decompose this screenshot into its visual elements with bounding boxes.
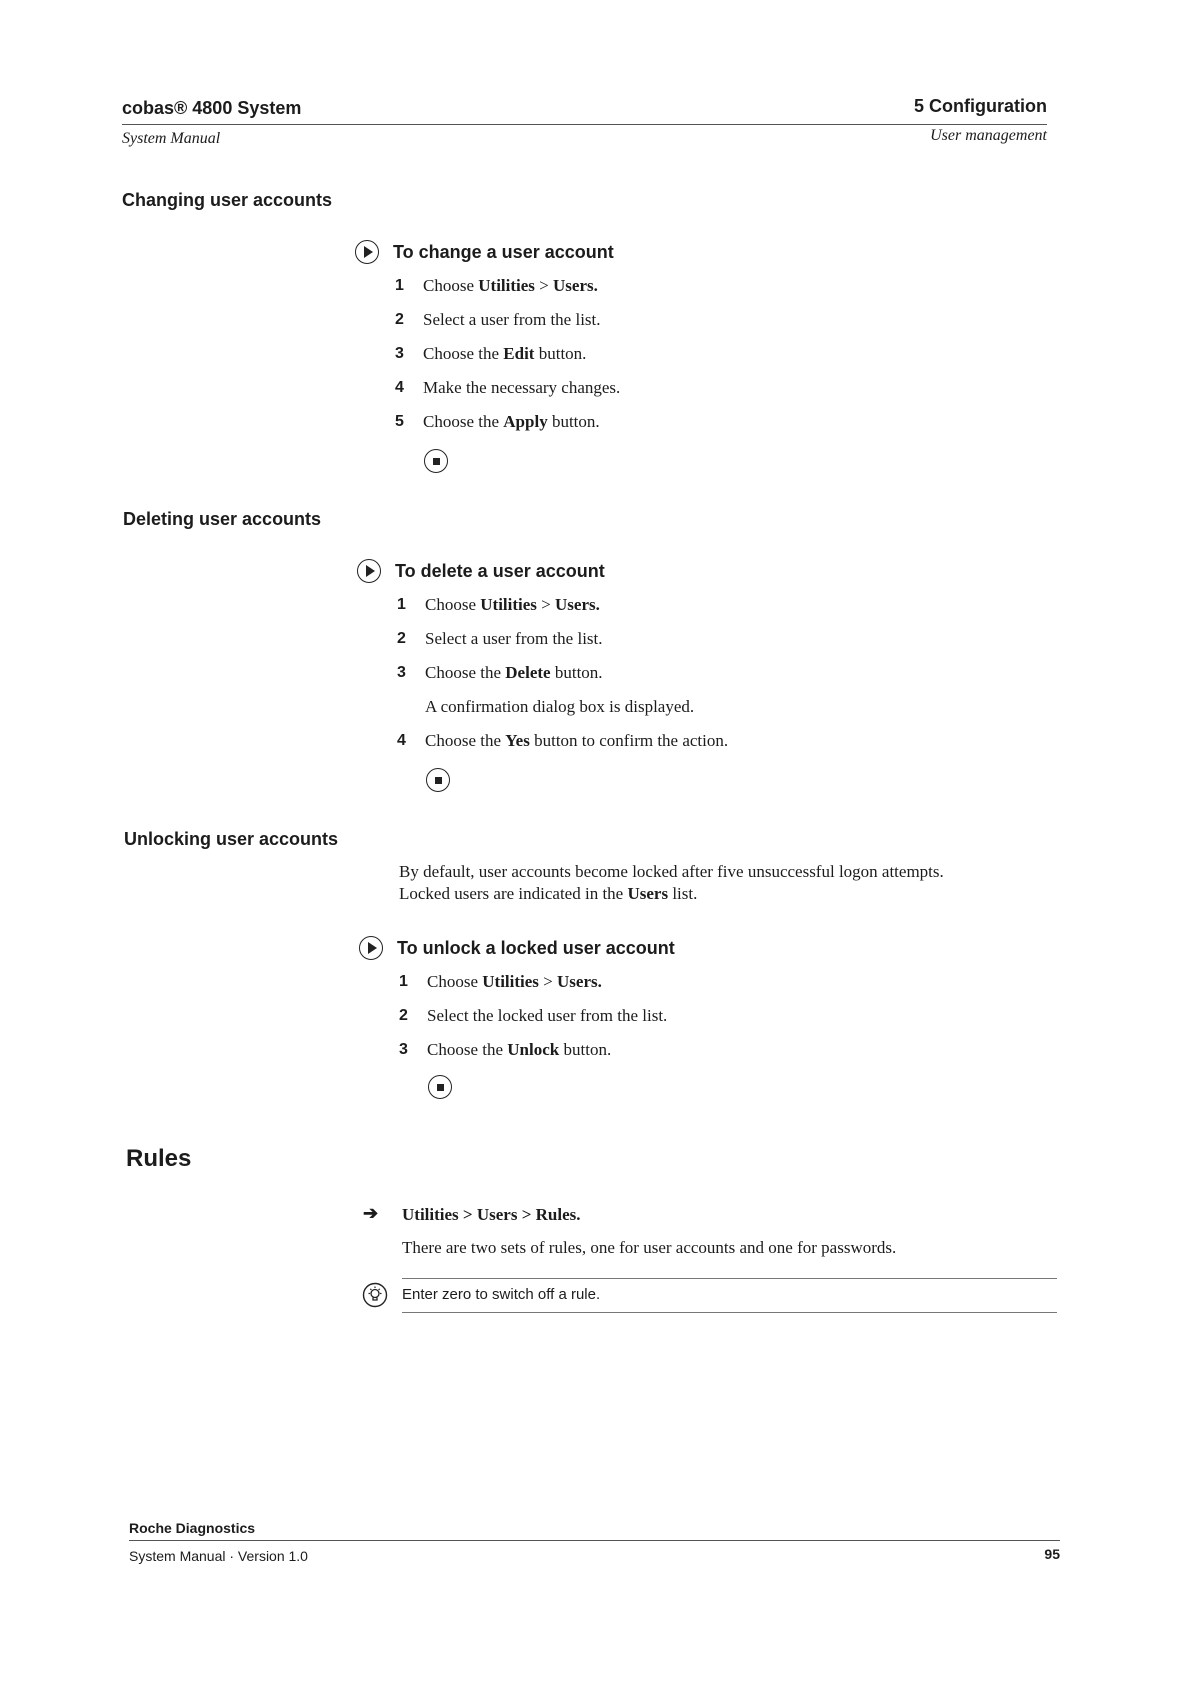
header-manual: System Manual [122,130,221,147]
changing-procedure-heading [355,240,614,264]
footer-version: System Manual · Version 1.0 [129,1548,308,1564]
deleting-step-3: 3 Choose the Delete button. [397,663,603,682]
procedure-start-icon [359,936,383,960]
unlocking-step-1: 1 Choose Utilities > Users. [399,972,602,991]
changing-steps [395,275,620,445]
tip-text: Enter zero to switch off a rule. [402,1286,601,1303]
unlocking-section-title: Unlocking user accounts [124,829,339,849]
procedure-end-icon [424,449,448,473]
unlocking-procedure-title: To unlock a locked user account [397,937,675,958]
footer-divider [129,1540,1060,1541]
rules-section-title: Rules [126,1145,192,1172]
deleting-step-2: 2 Select a user from the list. [397,629,603,648]
changing-step-3: 3 Choose the Edit button. [395,344,587,363]
deleting-step-1: 1 Choose Utilities > Users. [397,595,600,614]
arrow-right-icon: ➔ [363,1203,379,1223]
changing-section-title: Changing user accounts [122,190,333,210]
procedure-start-icon [355,240,379,264]
deleting-steps [397,594,728,764]
procedure-end-icon [426,768,450,792]
page-number: 95 [1044,1546,1060,1562]
footer-company: Roche Diagnostics [129,1520,256,1536]
tip-bottom-divider [402,1312,1057,1313]
unlocking-step-3: 3 Choose the Unlock button. [399,1040,612,1059]
unlocking-step-2: 2 Select the locked user from the list. [399,1006,668,1025]
header-chapter: 5 Configuration [914,96,1047,116]
header-divider [122,124,1047,125]
changing-step-4: 4 Make the necessary changes. [395,378,621,397]
header-product: cobas® 4800 System [122,98,302,118]
changing-step-5: 5 Choose the Apply button. [395,412,600,431]
changing-step-2: 2 Select a user from the list. [395,310,601,329]
unlocking-intro: By default, user accounts become locked after five unsuccessful logon attempts. Locked users are indicated in the Users list. [399,862,944,903]
changing-step-1: 1 Choose Utilities > Users. [395,276,598,295]
rules-path: Utilities > Users > Rules. [402,1205,581,1224]
unlocking-procedure-heading [359,936,675,960]
procedure-start-icon [357,559,381,583]
unlocking-steps [399,971,667,1073]
procedure-end-icon [428,1075,452,1099]
deleting-procedure-title: To delete a user account [395,560,605,581]
deleting-section-title: Deleting user accounts [123,509,322,529]
lightbulb-tip-icon [362,1282,388,1308]
header-section: User management [930,127,1047,144]
deleting-procedure-heading [357,559,605,583]
tip-top-divider [402,1278,1057,1279]
rules-description: There are two sets of rules, one for user accounts and one for passwords. [402,1238,897,1257]
changing-procedure-title: To change a user account [393,241,614,262]
deleting-step-4: 4 Choose the Yes button to confirm the action. [397,731,729,750]
deleting-step-result: A confirmation dialog box is displayed. [425,697,695,716]
